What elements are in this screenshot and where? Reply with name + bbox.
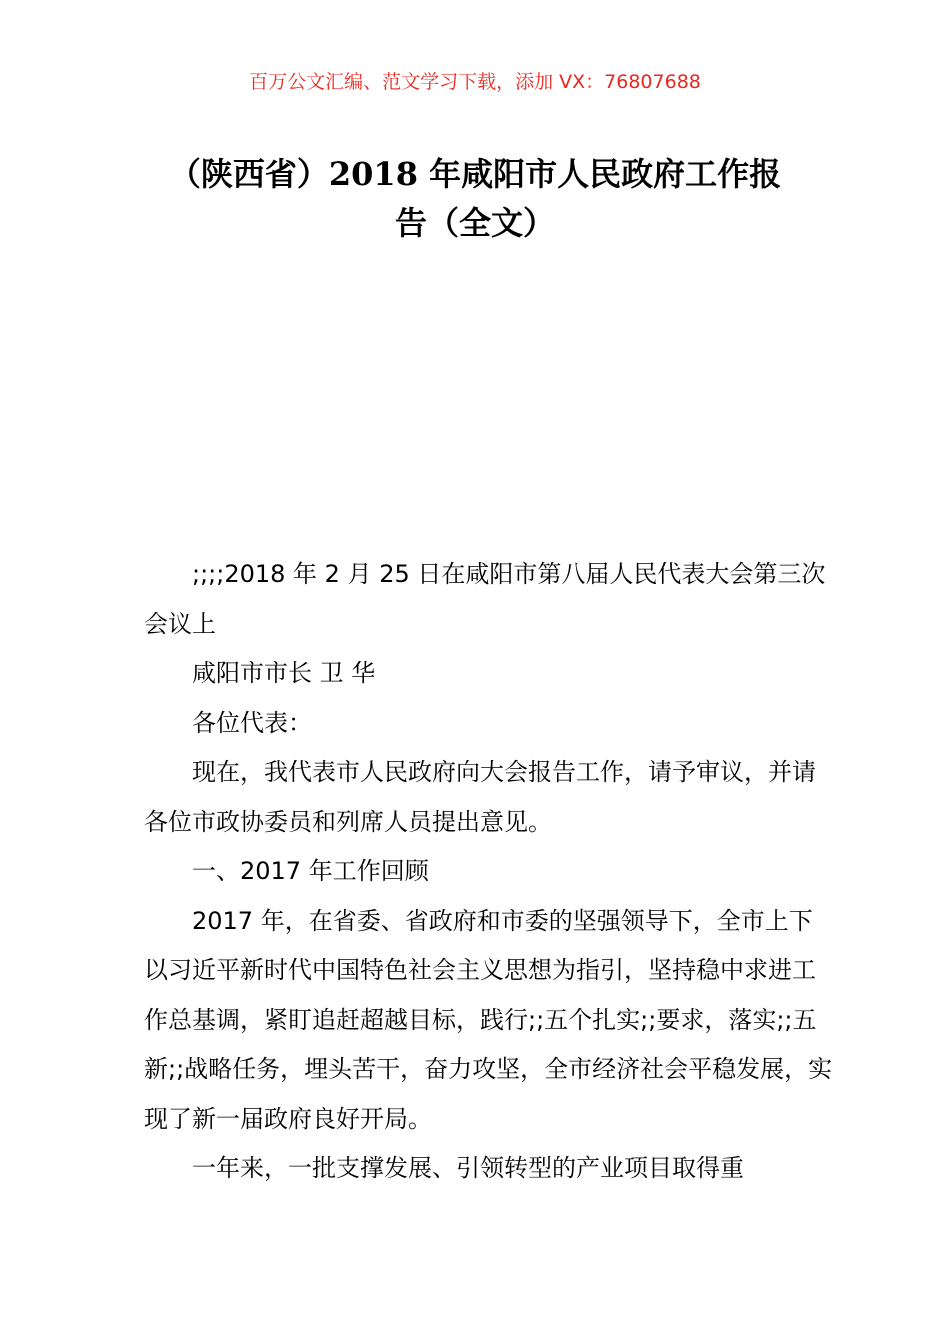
paragraph-speaker: 咸阳市市长 卫 华 [192, 659, 376, 687]
paragraph-projects: 一年来，一批支撑发展、引领转型的产业项目取得重 [192, 1154, 744, 1182]
header-promo-note: 百万公文汇编、范文学习下载，添加 VX：76807688 [249, 71, 701, 93]
title-line-1: （陕西省）2018 年咸阳市人民政府工作报 [168, 155, 782, 193]
paragraph-meeting-info: ;;;;2018 年 2 月 25 日在咸阳市第八届人民代表大会第三次会议上 [144, 560, 826, 638]
title-line-2: 告（全文） [394, 204, 555, 242]
paragraph-intro: 现在，我代表市人民政府向大会报告工作，请予审议，并请各位市政协委员和列席人员提出意见。 [144, 758, 816, 836]
document-title [120, 150, 830, 248]
paragraph-salutation: 各位代表： [192, 708, 312, 737]
document-body [144, 550, 834, 1194]
section-heading: 一、2017 年工作回顾 [192, 857, 429, 885]
paragraph-review: 2017 年，在省委、省政府和市委的坚强领导下，全市上下以习近平新时代中国特色社会主义思想为指引，坚持稳中求进工作总基调，紧盯追赶超越目标，践行;;五个扎实;;要求，落实;;五新;;战略任务，埋头苦干，奋力攻坚，全市经济社会平稳发展，实现了新一届政府良好开局。 [144, 906, 833, 1133]
